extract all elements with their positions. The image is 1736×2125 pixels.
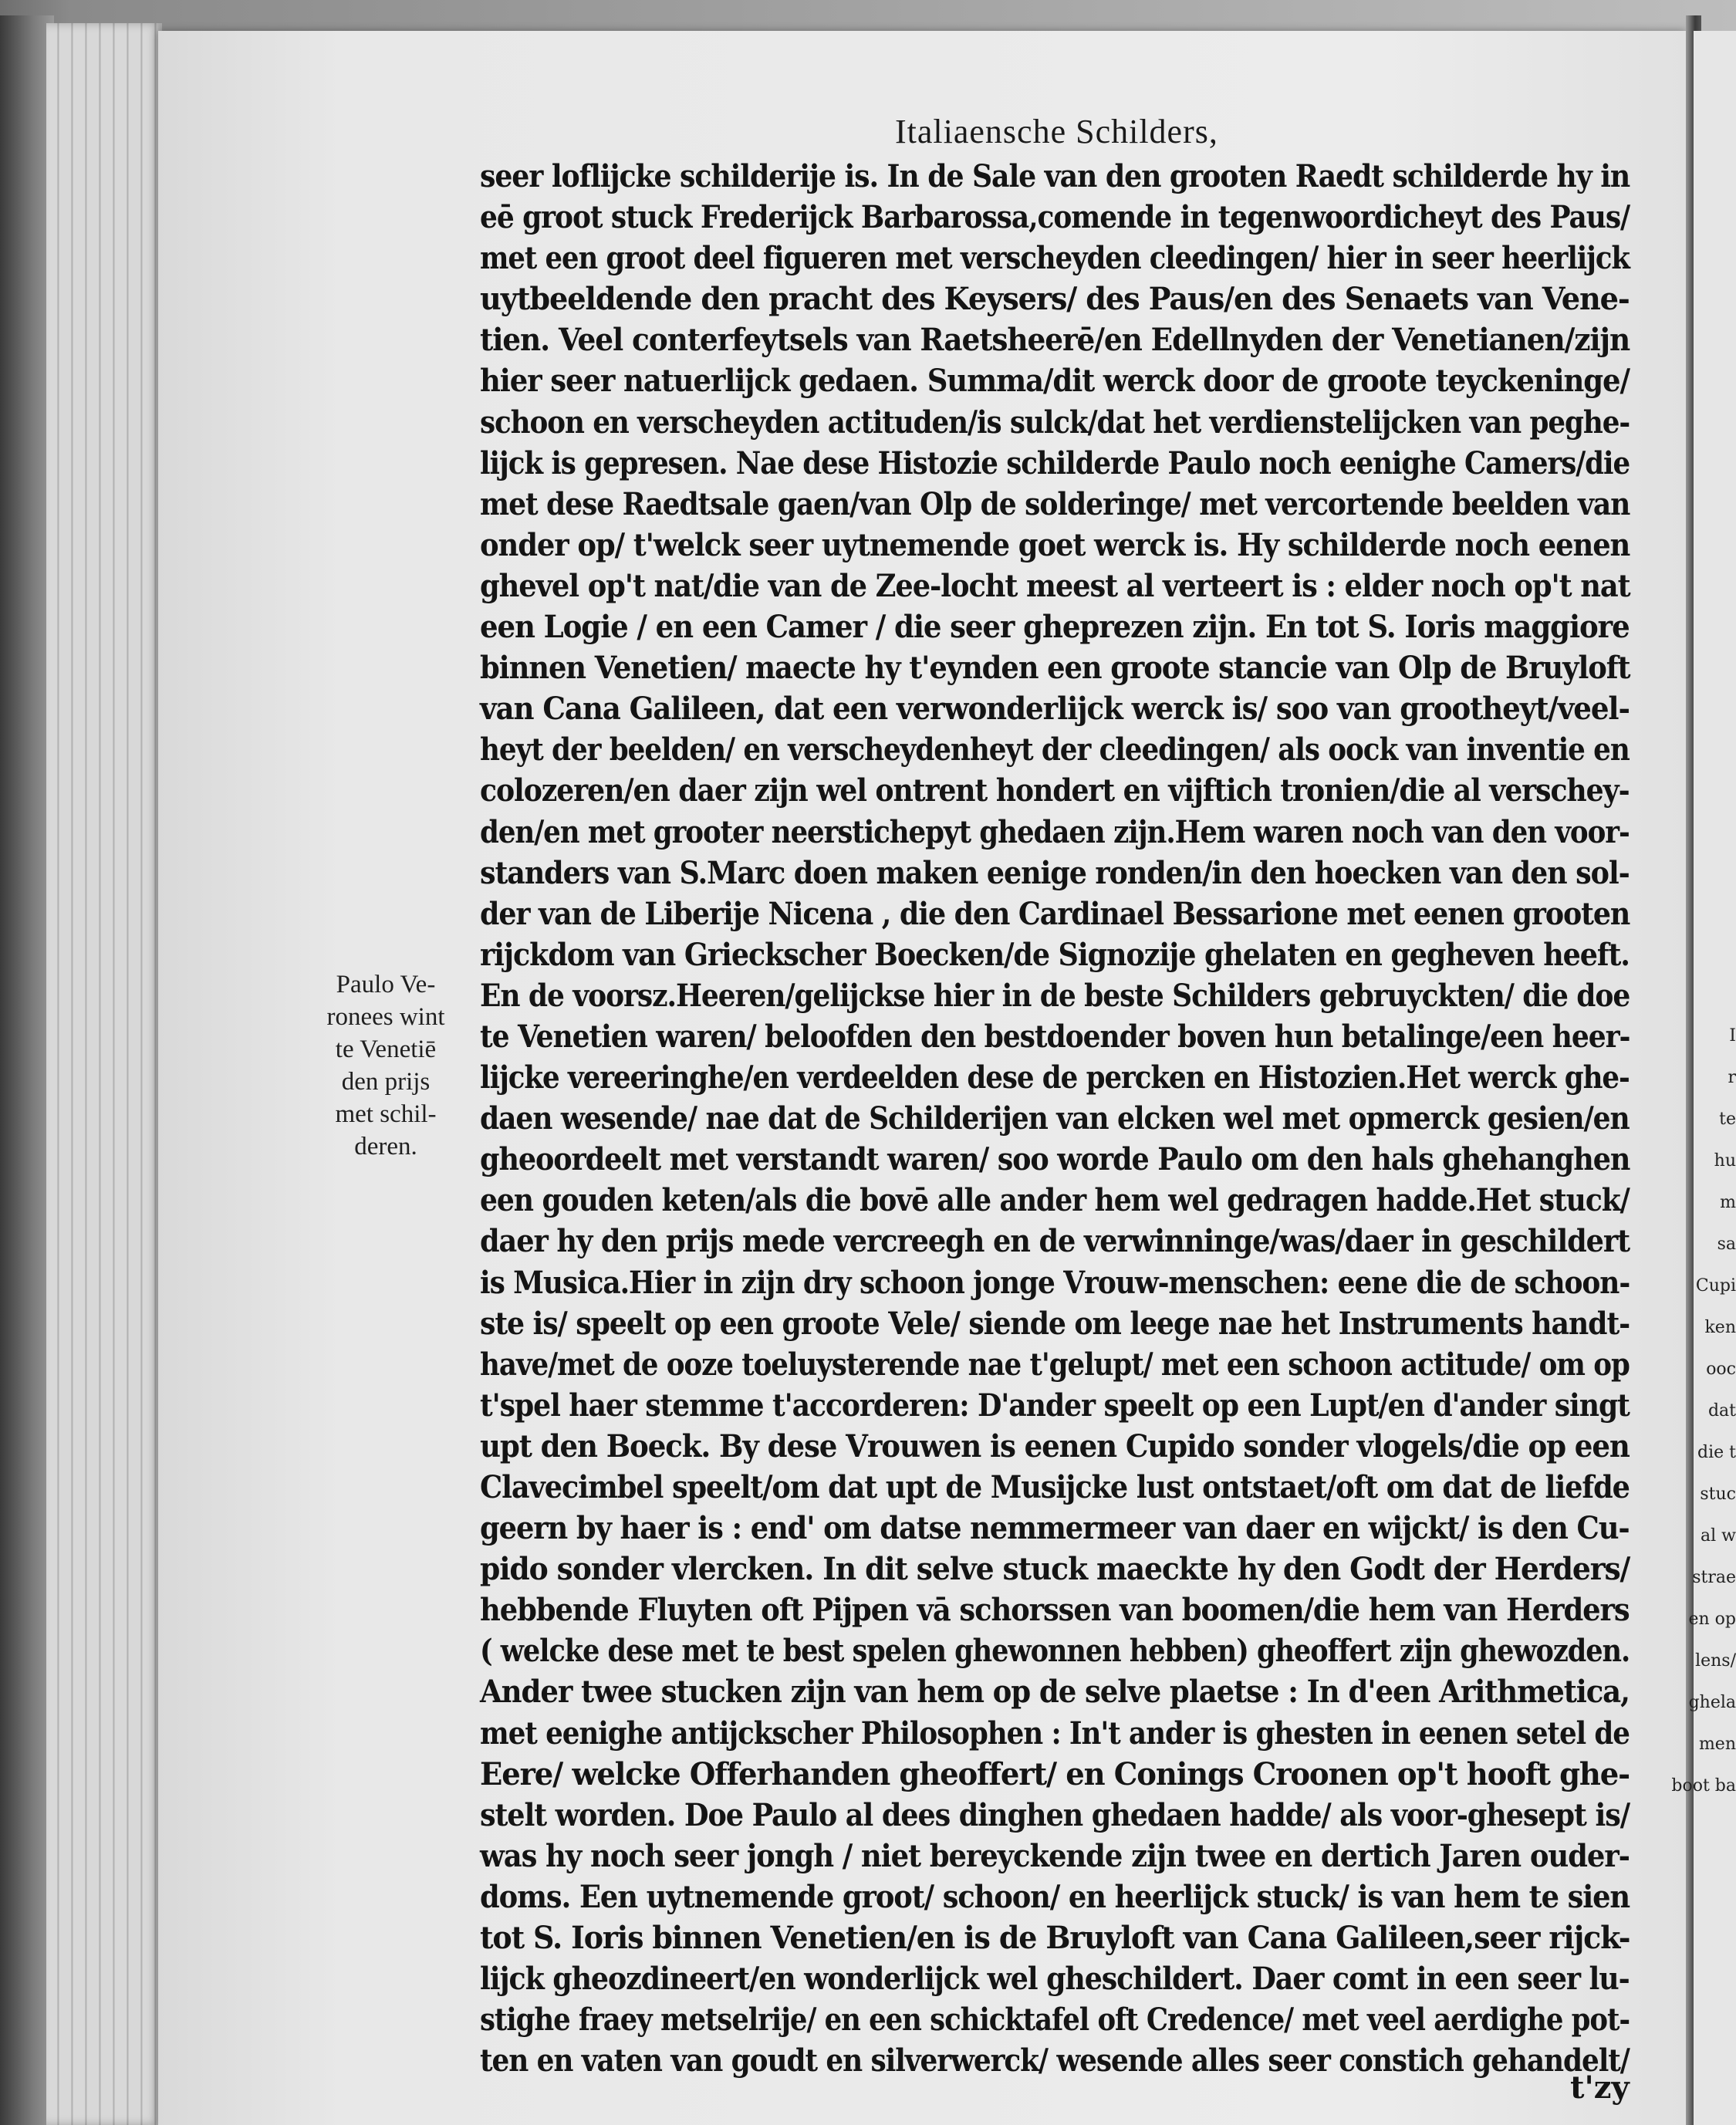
text-line: gheoordeelt met verstandt waren/ soo worde Paulo om den hals ghehanghen [480, 1141, 1630, 1178]
facing-page-fragment: al w [1701, 1526, 1736, 1546]
margin-note-line: deren. [354, 1133, 417, 1160]
margin-note-line: den prijs [341, 1068, 431, 1096]
facing-page-fragment: sa [1717, 1235, 1736, 1254]
text-line: der van de Liberije Nicena , die den Cardinael Bessarione met eenen grooten [480, 895, 1630, 932]
text-line: binnen Venetien/ maecte hy t'eynden een groote stancie van Olp de Bruyloft [480, 650, 1630, 687]
text-line: eē groot stuck Frederijck Barbarossa,comende in tegenwoordicheyt des Paus/ [480, 199, 1630, 236]
margin-note-line: ronees wint [326, 1003, 445, 1031]
text-line: Eere/ welcke Offerhanden gheoffert/ en Conings Croonen op't hooft ghe- [480, 1755, 1630, 1792]
catchword: t'zy [1570, 2069, 1630, 2106]
text-line: t'spel haer stemme t'accorderen: D'ander speelt op een Lupt/en d'ander singt [480, 1387, 1630, 1424]
text-line: lijck is gepresen. Nae dese Histozie schilderde Paulo noch eenighe Camers/die [480, 444, 1630, 481]
text-line: ten en vaten van goudt en silverwerck/ wesende alles seer constich gehandelt/ [480, 2042, 1630, 2079]
text-line: hier seer natuerlijck gedaen. Summa/dit werck door de groote teyckeninge/ [480, 363, 1630, 400]
text-line: lijcke vereeringhe/en verdeelden dese de percken en Histozien.Het werck ghe- [480, 1059, 1630, 1096]
text-line: den/en met grooter neerstichepyt ghedaen zijn.Hem waren noch van den voor- [480, 813, 1630, 850]
text-line: van Cana Galileen, dat een verwonderlijck werck is/ soo van grootheyt/veel- [480, 691, 1630, 728]
text-line: tien. Veel conterfeytsels van Raetsheerē/en Edellnyden der Venetianen/zijn [480, 322, 1630, 359]
text-line: rijckdom van Grieckscher Boecken/de Signozije ghelaten en gegheven heeft. [480, 936, 1630, 973]
text-line: Ander twee stucken zijn van hem op de selve plaetse : In d'een Arithmetica, [480, 1674, 1630, 1711]
page-edges-stack [46, 23, 162, 2125]
text-line: stelt worden. Doe Paulo al dees dinghen ghedaen hadde/ als voor-ghesept is/ [480, 1796, 1630, 1833]
facing-page-fragment: m [1720, 1193, 1736, 1212]
facing-page-fragment: men [1698, 1735, 1736, 1754]
text-line: is Musica.Hier in zijn dry schoon jonge Vrouw-menschen: eene die de schoon- [480, 1264, 1630, 1301]
running-head: Italiaensche Schilders, [895, 113, 1218, 150]
facing-page-fragment: te [1719, 1110, 1736, 1129]
text-line: met eenighe antijckscher Philosophen : In't ander is ghesten in eenen setel de [480, 1715, 1630, 1752]
text-line: was hy noch seer jongh / niet bereyckende zijn twee en dertich Jaren ouder- [480, 1837, 1630, 1874]
margin-note [305, 968, 467, 1163]
text-line: een Logie / en een Camer / die seer gheprezen zijn. En tot S. Ioris maggiore [480, 609, 1630, 646]
text-line: Clavecimbel speelt/om dat upt de Musijcke lust ontstaet/oft om dat de liefde [480, 1469, 1630, 1505]
text-line: daer hy den prijs mede vercreegh en de verwinninge/was/daer in geschildert [480, 1223, 1630, 1260]
text-line: doms. Een uytnemende groot/ schoon/ en heerlijck stuck/ is van hem te sien [480, 1878, 1630, 1915]
text-line: daen wesende/ nae dat de Schilderijen van elcken wel met opmerck gesien/en [480, 1100, 1630, 1137]
text-line: ghevel op't nat/die van de Zee-locht meest al verteert is : elder noch op't nat [480, 567, 1630, 604]
facing-page-fragment: hu [1714, 1151, 1736, 1171]
text-line: upt den Boeck. By dese Vrouwen is eenen Cupido sonder vlogels/die op een [480, 1427, 1630, 1465]
facing-page-fragment: Cupi [1695, 1276, 1736, 1296]
facing-page-fragment: I [1729, 1026, 1736, 1046]
text-line: hebbende Fluyten oft Pijpen vā schorssen van boomen/die hem van Herders [480, 1592, 1630, 1629]
facing-page-fragment: ooc [1706, 1360, 1736, 1379]
text-line: standers van S.Marc doen maken eenige ronden/in den hoecken van den sol- [480, 854, 1630, 891]
text-line: heyt der beelden/ en verscheydenheyt der cleedingen/ als oock van inventie en [480, 731, 1630, 769]
facing-page-fragment: en op [1688, 1610, 1736, 1629]
text-line: pido sonder vlercken. In dit selve stuck maeckte hy den Godt der Herders/ [480, 1551, 1630, 1588]
text-line: seer loflijcke schilderije is. In de Sale van den grooten Raedt schilderde hy in [480, 158, 1630, 194]
margin-note-line: te Venetiē [335, 1035, 437, 1063]
text-line: En de voorsz.Heeren/gelijckse hier in de beste Schilders gebruyckten/ die doe [480, 977, 1630, 1014]
text-line: schoon en verscheyden actituden/is sulck/dat het verdienstelijcken van peghe- [480, 404, 1630, 441]
text-line: tot S. Ioris binnen Venetien/en is de Bruyloft van Cana Galileen,seer rijck- [480, 1920, 1630, 1957]
facing-page-fragment: die t [1697, 1443, 1736, 1462]
text-line: colozeren/en daer zijn wel ontrent hondert en vijftich tronien/die al verschey- [480, 772, 1630, 809]
facing-page-fragment: r [1728, 1068, 1736, 1087]
facing-page-fragment: ken [1704, 1318, 1736, 1337]
text-line: met dese Raedtsale gaen/van Olp de solderinge/ met vercortende beelden van [480, 485, 1630, 522]
text-line: ( welcke dese met te best spelen ghewonnen hebben) gheoffert zijn ghewozden. [480, 1633, 1630, 1670]
facing-page-fragment: stuc [1700, 1485, 1736, 1504]
facing-page-fragment: strae [1692, 1568, 1736, 1587]
body-text-column [480, 156, 1637, 2081]
text-line: onder op/ t'welck seer uytnemende goet werck is. Hy schilderde noch eenen [480, 526, 1630, 563]
text-line: met een groot deel figueren met verscheyden cleedingen/ hier in seer heerlijck [480, 240, 1630, 277]
text-line: stighe fraey metselrije/ en een schicktafel oft Credence/ met veel aerdighe pot- [480, 2002, 1630, 2039]
text-line: te Venetien waren/ beloofden den bestdoender boven hun betalinge/een heer- [480, 1018, 1630, 1055]
text-line: geern by haer is : end' om datse nemmermeer van daer en wijckt/ is den Cu- [480, 1510, 1630, 1547]
facing-page-fragment: ghela [1688, 1693, 1736, 1712]
facing-page-fragment: dat [1707, 1401, 1736, 1421]
text-line: have/met de ooze toeluysterende nae t'gelupt/ met een schoon actitude/ om op [480, 1346, 1630, 1383]
facing-page-fragment: lens/ [1695, 1651, 1736, 1671]
facing-page-edge [1671, 31, 1736, 2125]
margin-note-line: Paulo Ve- [336, 971, 436, 998]
margin-note-line: met schil- [335, 1100, 437, 1128]
text-line: ste is/ speelt op een groote Vele/ siende om leege nae het Instruments handt- [480, 1305, 1630, 1342]
facing-page-fragment: boot ba [1671, 1776, 1736, 1796]
text-line: lijck gheozdineert/en wonderlijck wel gheschildert. Daer comt in een seer lu- [480, 1961, 1630, 1998]
text-line: een gouden keten/als die bovē alle ander hem wel gedragen hadde.Het stuck/ [480, 1182, 1630, 1219]
text-line: uytbeeldende den pracht des Keysers/ des Paus/en des Senaets van Vene- [480, 281, 1630, 318]
